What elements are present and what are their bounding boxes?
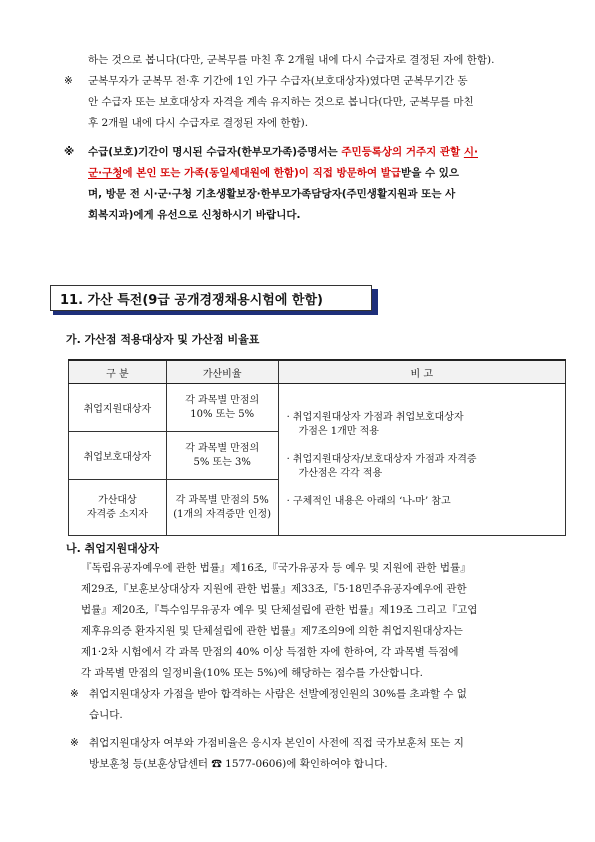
paragraph-line: 법률』제20조,『특수임무유공자 예우 및 단체설립에 관한 법률』제19조 그리고『고엽: [81, 604, 478, 616]
subsection-title: 가. 가산점 적용대상자 및 가산점 비율표: [66, 333, 260, 346]
important-note-line: 며, 방문 전 시·군·구청 기초생활보장·한부모가족담당자(주민생활지원과 또는 사: [88, 188, 456, 200]
highlight-text: 군·구청: [88, 167, 123, 179]
continued-line: 하는 것으로 봅니다(다만, 군복무를 마친 후 2개월 내에 다시 수급자로 결정된 자에 한함).: [88, 54, 495, 66]
note-mark: ※: [70, 737, 79, 749]
paragraph-line: 제29조,『보훈보상대상자 지원에 관한 법률』제33조,『5·18민주유공자예우에 관한: [81, 583, 467, 595]
note-line: 가점은 1개만 적용: [298, 425, 379, 437]
table-cell: [69, 480, 167, 536]
table-cell: [166, 384, 278, 432]
table-header-row: [69, 360, 566, 384]
cell-line: 각 과목별 만점의: [185, 442, 260, 454]
highlight-text: 에 본인 또는 가족(동일세대원에 한함)이 직접 방문하여 발급: [122, 167, 402, 179]
note-line: · 취업지원대상자 가점과 취업보호대상자: [286, 411, 464, 423]
paragraph-line: 제1·2차 시험에서 각 과목 만점의 40% 이상 득점한 자에 한하여, 각 과목별 득점에: [81, 646, 459, 658]
note-mark: ※: [64, 146, 75, 158]
note-text: 군복무자가 군복무 전·후 기간에 1인 가구 수급자(보호대상자)였다면 군복무기간 동: [88, 75, 468, 87]
subsection-title: 나. 취업지원대상자: [66, 542, 160, 555]
table-cell: [166, 480, 278, 536]
highlight-text: 주민등록상의 거주지 관할: [341, 146, 461, 158]
important-note-line: 회복지과)에게 유선으로 신청하시기 바랍니다.: [88, 209, 301, 221]
note-text: 습니다.: [89, 709, 123, 721]
note-text: 후 2개월 내에 다시 수급자로 결정된 자에 한함).: [88, 117, 309, 129]
note-text: 방보훈청 등(보훈상담센터 ☎ 1577-0606)에 확인하여야 합니다.: [89, 758, 388, 770]
section-title: 11. 가산 특전(9급 공개경쟁채용시험에 한함): [60, 293, 323, 308]
table-header: 비 고: [278, 360, 565, 384]
note-text: 받을 수 있으: [401, 167, 460, 179]
cell-line: 5% 또는 3%: [193, 456, 251, 468]
important-note-line: [88, 145, 478, 159]
note-text: 안 수급자 또는 보호대상자 자격을 계속 유지하는 것으로 봅니다(다만, 군복무를 마친: [88, 96, 474, 108]
highlight-text: 시·: [463, 146, 478, 158]
bonus-rate-table: [68, 359, 566, 536]
cell-line: 자격증 소지자: [86, 508, 148, 520]
note-line: · 취업지원대상자/보호대상자 가점과 자격증: [286, 453, 477, 465]
table-cell: [166, 432, 278, 480]
table-cell: 취업보호대상자: [69, 432, 167, 480]
table-note-cell: [278, 384, 565, 536]
cell-line: 가산대상: [98, 494, 137, 506]
table-header: 가산비율: [166, 360, 278, 384]
table-header: 구 분: [69, 360, 167, 384]
note-line: 가산점은 각각 적용: [298, 467, 383, 479]
paragraph-line: 각 과목별 만점의 일정비율(10% 또는 5%)에 해당하는 점수를 가산합니다.: [81, 667, 423, 679]
cell-line: 10% 또는 5%: [190, 408, 255, 420]
important-note-line: [88, 166, 459, 180]
table-cell: 취업지원대상자: [69, 384, 167, 432]
cell-line: 각 과목별 만점의: [185, 394, 260, 406]
note-mark: ※: [70, 688, 79, 700]
note-text: 취업지원대상자 가점을 받아 합격하는 사람은 선발예정인원의 30%를 초과할 수 없: [89, 688, 467, 700]
table-row: [69, 384, 566, 432]
note-mark: ※: [64, 75, 73, 87]
note-text: 취업지원대상자 여부와 가점비율은 응시자 본인이 사전에 직접 국가보훈처 또는 지: [89, 737, 464, 749]
cell-line: (1개의 자격증만 인정): [173, 508, 272, 520]
cell-line: 각 과목별 만점의 5%: [175, 494, 269, 506]
paragraph-line: 제후유의증 환자지원 및 단체설립에 관한 법률』제7조의9에 의한 취업지원대상자는: [81, 625, 463, 637]
note-text: 수급(보호)기간이 명시된 수급자(한부모가족)증명서는: [88, 146, 342, 158]
paragraph-line: 『독립유공자예우에 관한 법률』제16조,『국가유공자 등 예우 및 지원에 관한 법률』: [81, 562, 471, 574]
note-line: · 구체적인 내용은 아래의 ‘나-마’ 참고: [286, 495, 451, 507]
